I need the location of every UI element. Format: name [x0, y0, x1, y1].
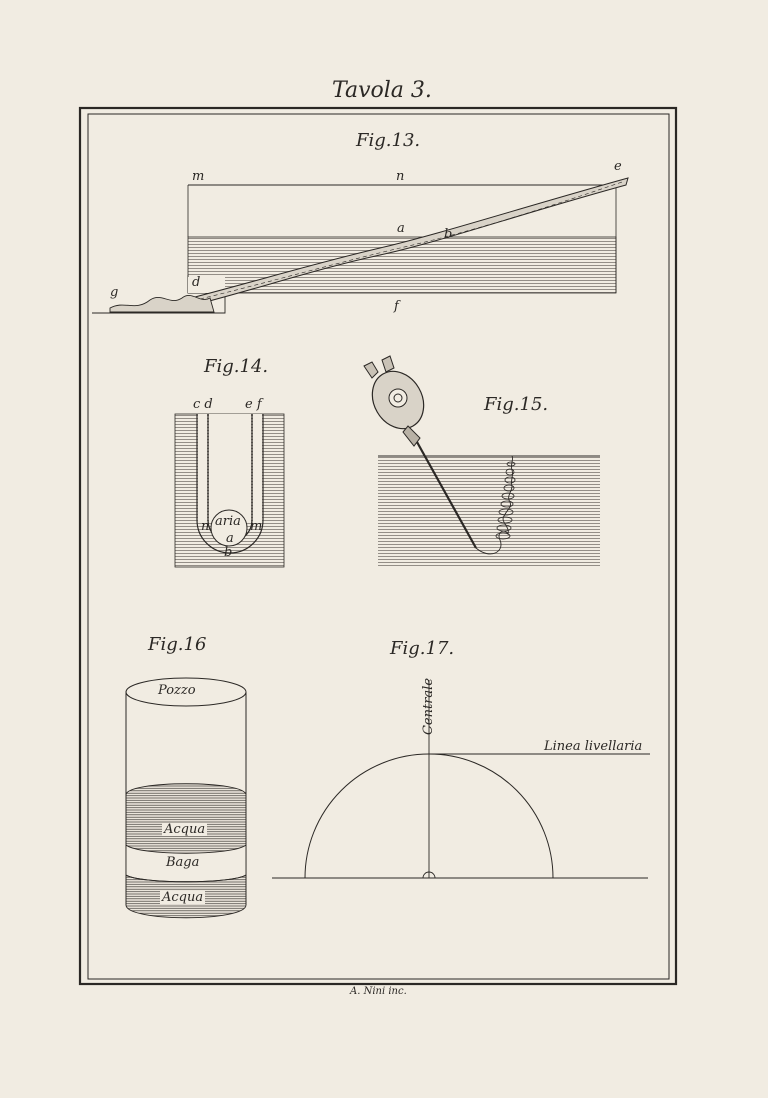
fig13-splash	[110, 295, 214, 312]
fig16-pozzo-label: Pozzo	[158, 683, 196, 698]
fig13-letter-n: n	[396, 169, 405, 184]
fig16-acqua-bottom-label: Acqua	[162, 890, 204, 905]
fig15-label: Fig.15.	[484, 394, 549, 415]
fig13-label: Fig.13.	[356, 130, 421, 151]
fig13-letter-f: f	[394, 299, 399, 314]
fig13-letter-a: a	[397, 221, 405, 236]
fig14-label: Fig.14.	[204, 356, 269, 377]
fig14-letters-cd: c d	[193, 397, 213, 412]
fig17-label: Fig.17.	[390, 638, 455, 659]
fig13-drawing	[92, 178, 628, 313]
fig13-letter-b: b	[444, 227, 453, 242]
fig16-label: Fig.16	[148, 634, 207, 655]
fig13-letter-e: e	[614, 159, 622, 174]
fig15-drawing	[362, 356, 600, 568]
fig14-letter-b: b	[224, 545, 233, 560]
fig16-acqua-top-label: Acqua	[164, 822, 206, 837]
fig13-letter-g: g	[110, 285, 119, 300]
fig14-aria-label: aria	[215, 514, 241, 529]
fig16-baga-label: Baga	[166, 855, 200, 870]
fig14-letter-m: m	[250, 519, 263, 534]
fig16-drawing	[126, 678, 246, 918]
engraver-credit: A. Nini inc.	[350, 986, 407, 997]
fig14-letter-n: n	[201, 519, 210, 534]
fig15-bellows	[362, 356, 434, 446]
fig13-letter-m: m	[192, 169, 205, 184]
fig17-centrale-label: Centrale	[421, 677, 437, 736]
fig17-drawing	[272, 677, 650, 878]
fig14-letters-ef: e f	[245, 397, 262, 412]
plate-title: Tavola 3.	[332, 78, 432, 103]
fig13-letter-d: d	[192, 275, 201, 290]
fig14-letter-a: a	[226, 531, 234, 546]
fig17-linea-label: Linea livellaria	[544, 739, 643, 754]
fig16-water-upper	[126, 784, 246, 855]
